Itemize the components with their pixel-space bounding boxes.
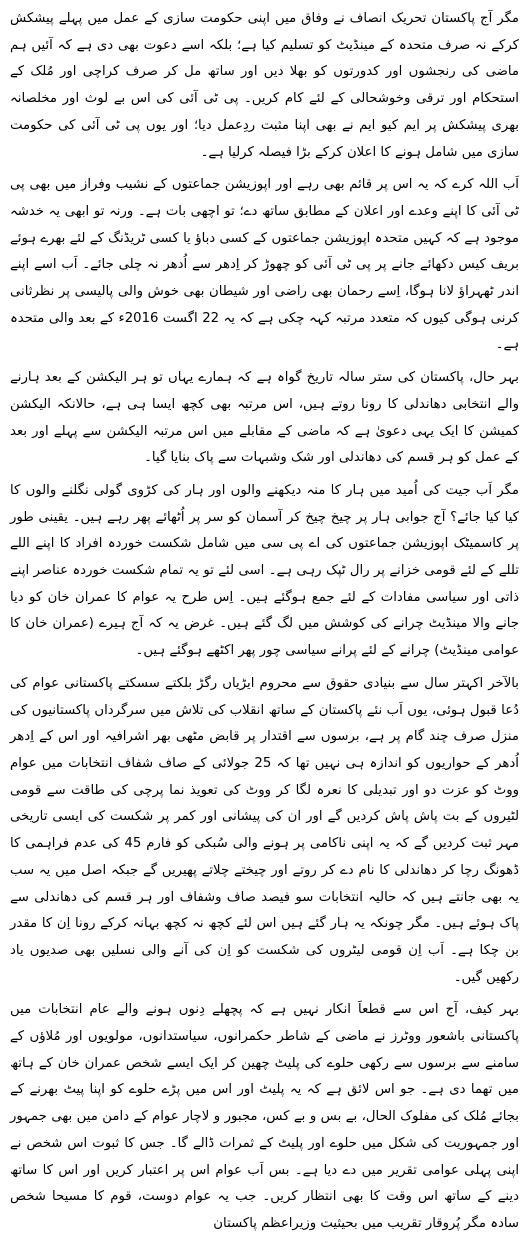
article-paragraph-1: مگر آج پاکستان تحریک انصاف نے وفاق میں اپنی حکومت سازی کے عمل میں پہلے پیشکش کرکے نہ صرف متحدہ کے مینڈیٹ کو تسلیم کیا ہے؛ بلکہ اسے دعوت بھی دی ہے کہ آئیں ہم ماضی کی رنجشوں اور کدورتوں کو بھلا دیں اور ساتھ مل کر صرف کراچی اور مُلک کے استحکام اور ترقی وخوشحالی کے لئے کام کریں۔ پی ٹی آئی کی اس بے لوث اور مخلصانہ بھری پیشکش پر ایم کیو ایم نے بھی اپنا مثبت ردِعمل دیا؛ اور یوں پی ٹی آئی کی حکومت سازی میں شامل ہونے کا اعلان کرکے بڑا فیصلہ کرلیا ہے۔ [10, 11, 519, 160]
article-paragraph-6: بہر کیف، آج اس سے قطعاََ انکار نہیں ہے کہ پچھلے دِنوں ہونے والے عام انتخابات میں پاکستانی باشعور ووٹرز نے ماضی کے شاطر حکمرانوں، سیاستدانوں، مولویوں اور مُلاؤں کے سامنے سے برسوں سے رکھی حلوے کی پلیٹ چھین کر ایک ایسے شخص عمران خان کے ہاتھ میں تھما دی ہے۔ جو اس لائق ہے کہ یہ پلیٹ اور اس میں پڑے حلوے کو اپنا پیٹ بھرنے کے بجائے مُلک کی مفلوک الحال، بے بس و بے کس، مجبور و لاچار عوام کے دامن میں بھی جمہور اور جمہوریت کی شکل میں حلوے اور پلیٹ کے ثمرات ڈالے گا۔ جس کا ثبوت اس شخص نے اپنی پہلی عوامی تقریر میں دے دیا ہے۔ بس اَب عوام اس پر اعتبار کریں اور اس کا ساتھ دینے کے ساتھ اس وقت کا بھی انتظار کریں۔ جب یہ عوام دوست، قوم کا مسیحا شخص سادہ مگر پُروقار تقریب میں بحیثیت وزیراعظم پاکستان [10, 1002, 519, 1231]
article-paragraph-5: بالآخر اکہتر سال سے بنیادی حقوق سے محروم ایڑیاں رگڑ بلکتے سسکتے پاکستانی عوام کی دُعا قبول ہوئی، یوں اَب نئے پاکستان کے ساتھ انقلاب کی تلاش میں سرگرداں پاکستانیوں کی منزل صرف چند گام پر ہے، برسوں سے اقتدار پر قابض مٹھی بھر اشرافیہ اور اس کے اِدھر اُدھر کے حواریوں کو اندازہ ہی نہیں تھا کہ 25 جولائی کے صاف شفاف انتخابات میں عوام ووٹ کو عزت دو اور تبدیلی کا نعرہ لگا کر ووٹ کی تعویذ نما پرچی کی طاقت سے قومی لٹیروں کے بت پاش پاش کردیں گے اور ان کی پیشانی اور کمر پر شکست کی ایسی تاریخی مہر ثبت کردیں گے کہ یہ اپنی ناکامی پر ہونے والی سُبکی کو فارم 45 کی عدم فراہمی کا ڈھونگ رچا کر دھاندلی کا نام دے کر روتے اور چیختے چلاتے پھیریں گے جبکہ اصل میں یہ سب یہ بھی جانتے ہیں کہ حالیہ انتخابات سو فیصد صاف وشفاف اور ہر قسم کی دھاندلی سے پاک ہوئے ہیں۔ مگر چونکہ یہ ہار گئے ہیں اس لئے کچھ نہ کچھ بہانہ کرکے رونا اِن کا مقدر بن چکا ہے۔ اَب اِن قومی لیٹروں کی شکست کو اِن کی آنے والی نسلیں بھی صدیوں یاد رکھیں گیں۔ [10, 675, 519, 985]
article-paragraph-2: اَب اللہ کرے کہ یہ اس پر قائم بھی رہے اور اپوزیشن جماعتوں کے نشیب وفراز میں بھی پی ٹی آئی کا اپنے وعدے اور اعلان کے مطابق ساتھ دے؛ تو اچھی بات ہے۔ ورنہ تو ابھی یہ خدشہ موجود ہے کہ کہیں متحدہ اپوزیشن جماعتوں کے کسی دباؤ یا کسی ٹریڈنگ کے لئے بھرے ہوئے بریف کیس دکھائے جانے پر پی ٹی آئی کو چھوڑ کر اِدھر سے اُدھر نہ چلی جائے۔ اَب اسے اپنے اندر ٹھہراؤ لانا ہوگا، اِسے رحمان بھی راضی اور شیطان بھی خوش والی پالیسی پر نظرثانی کرنی ہوگی کیوں کہ متعدد مرتبہ کہہ چکی ہے کہ یہ 22 اگست 2016ء کے بعد والی متحدہ ہے۔ [10, 177, 520, 353]
article-paragraph-3: بہر حال، پاکستان کی ستر سالہ تاریخ گواہ ہے کہ ہمارے یہاں تو ہر الیکشن کے بعد ہارنے والے انتخابی دھاندلی کا رونا روتے ہیں، اس مرتبہ بھی کچھ ایسا ہی ہے، حالانکہ الیکشن کمیشن کا ایک یہی دعویٰ ہے کہ ماضی کے مقابلے میں اس مرتبہ الیکشن سے پہلے اور بعد کے عمل کو ہر قسم کی دھاندلی اور شک وشبہات سے پاک بنایا گیا۔ [10, 370, 519, 466]
article-paragraph-4: مگر اَب جیت کی اُمید میں ہار کا منہ دیکھنے والوں اور ہار کی کڑوی گولی نگلنے والوں کا کیا کیا جائے؟ آج جوابی ہار پر چیخ چیخ کر آسمان کو سر پر اُٹھائے پھر رہے ہیں۔ یقینی طور پر کاسمیٹک اپوزیشن جماعتوں کی اے پی سی میں شامل شکست خوردہ افراد کا اپنے اللے تللے کے لئے قومی خزانے پر رال ٹپک رہی ہے۔ اسی لئے تو یہ تمام شکست خوردہ عناصر اپنے ذاتی اور سیاسی مفادات کے لئے جمع ہوگئے ہیں۔ اِس طرح یہ عوام کا عمران خان کو دیا جانے والا مینڈیٹ چرانے کی کوشش میں لگ گئے ہیں۔ غرض یہ کہ آج ہیرے (عمران خان کا عوامی مینڈیٹ) چرانے کے لئے پرانے سیاسی چور پھر اکٹھے ہوگئے ہیں۔ [10, 482, 519, 659]
